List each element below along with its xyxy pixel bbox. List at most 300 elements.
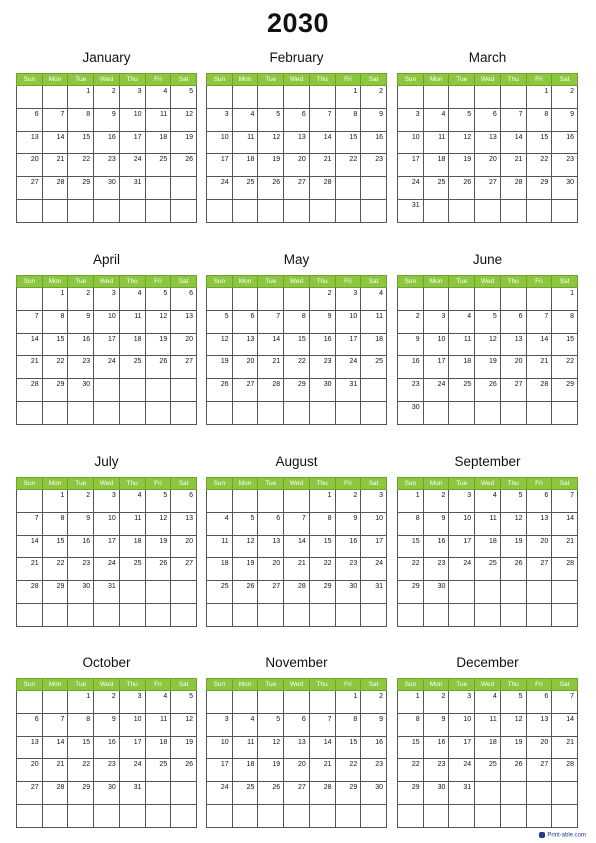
week-row [398, 154, 578, 177]
day-cell [207, 713, 233, 736]
day-cell [475, 691, 501, 714]
day-cell [171, 199, 197, 222]
day-number: 23 [323, 358, 332, 366]
day-number: 14 [56, 738, 65, 746]
day-number [527, 581, 552, 583]
day-cell [17, 379, 43, 402]
day-cell [335, 558, 361, 581]
day-number: 5 [189, 88, 193, 95]
day-number: 26 [159, 358, 168, 366]
day-number [527, 782, 552, 784]
day-number [233, 490, 258, 492]
day-number: 27 [30, 784, 39, 792]
day-number: 4 [224, 514, 229, 522]
day-cell [145, 759, 171, 782]
day-number: 22 [349, 761, 358, 769]
day-number: 21 [56, 761, 65, 769]
day-number: 20 [298, 156, 306, 164]
day-cell [398, 512, 424, 535]
day-number: 21 [30, 358, 39, 366]
day-cell [335, 581, 361, 604]
day-number: 12 [159, 514, 168, 522]
day-number: 6 [34, 715, 39, 723]
day-cell [449, 333, 475, 356]
week-row [398, 310, 578, 333]
day-cell [171, 310, 197, 333]
day-cell [119, 356, 145, 379]
day-cell [232, 535, 258, 558]
day-number: 13 [298, 738, 306, 746]
day-cell [335, 288, 361, 311]
week-row [398, 736, 578, 759]
day-number: 8 [544, 110, 549, 118]
day-cell [500, 691, 526, 714]
day-cell [119, 288, 145, 311]
day-number [527, 805, 552, 807]
day-cell [207, 108, 233, 131]
day-cell [335, 131, 361, 154]
day-number [361, 805, 386, 807]
day-number: 2 [353, 492, 358, 499]
day-number: 14 [566, 514, 574, 522]
day-number [17, 200, 42, 202]
day-number: 1 [60, 290, 65, 297]
day-number: 17 [108, 335, 116, 343]
week-row [398, 199, 578, 222]
day-cell [94, 558, 120, 581]
day-number: 3 [467, 492, 472, 499]
day-number: 28 [514, 179, 523, 187]
week-row [207, 603, 387, 626]
day-cell [552, 86, 578, 109]
day-cell [361, 535, 387, 558]
day-cell [94, 490, 120, 513]
day-number [475, 86, 500, 88]
day-cell [500, 713, 526, 736]
day-number: 31 [133, 179, 142, 187]
month-calendar [206, 48, 387, 223]
day-number: 6 [189, 492, 193, 499]
day-cell [119, 558, 145, 581]
day-cell [42, 310, 68, 333]
weekday-header: Wed [475, 276, 501, 288]
day-cell [145, 333, 171, 356]
day-number: 7 [60, 110, 65, 118]
day-number: 25 [489, 761, 497, 769]
day-cell [258, 108, 284, 131]
day-cell [552, 199, 578, 222]
day-cell [526, 401, 552, 424]
day-cell [94, 86, 120, 109]
week-row [207, 379, 387, 402]
weekday-header: Wed [94, 679, 120, 691]
day-number: 6 [544, 693, 549, 700]
day-number: 3 [224, 110, 229, 118]
day-cell [119, 581, 145, 604]
day-cell [309, 86, 335, 109]
day-number: 12 [246, 537, 255, 545]
day-number: 5 [189, 693, 193, 700]
day-cell [423, 759, 449, 782]
day-cell [552, 558, 578, 581]
day-cell [398, 759, 424, 782]
week-row [17, 603, 197, 626]
day-number: 31 [411, 201, 420, 209]
day-number: 10 [220, 738, 229, 746]
day-cell [119, 333, 145, 356]
day-cell [449, 86, 475, 109]
day-cell [526, 782, 552, 805]
week-row [207, 154, 387, 177]
day-number: 8 [327, 514, 332, 522]
day-number [17, 805, 42, 807]
day-number: 14 [56, 133, 65, 141]
day-cell [423, 199, 449, 222]
day-cell [232, 512, 258, 535]
day-cell [335, 86, 361, 109]
weekday-header-row [207, 74, 387, 86]
weekday-header: Wed [94, 478, 120, 490]
week-row [398, 86, 578, 109]
day-cell [449, 401, 475, 424]
day-cell [309, 736, 335, 759]
week-row [17, 154, 197, 177]
day-number [171, 177, 196, 179]
day-cell [475, 558, 501, 581]
day-number: 3 [224, 715, 229, 723]
month-name: December [456, 655, 519, 670]
day-number: 17 [133, 738, 142, 746]
week-row [398, 603, 578, 626]
day-number [284, 86, 309, 88]
day-number: 16 [108, 738, 116, 746]
day-number: 10 [437, 335, 446, 343]
weekday-header: Mon [232, 74, 258, 86]
day-number: 27 [514, 381, 523, 389]
day-cell [258, 558, 284, 581]
day-cell [258, 512, 284, 535]
day-cell [309, 603, 335, 626]
day-number: 15 [298, 335, 306, 343]
day-cell [526, 333, 552, 356]
day-cell [423, 108, 449, 131]
weekday-header: Fri [526, 74, 552, 86]
day-number [171, 782, 196, 784]
day-number [361, 379, 386, 381]
day-cell [284, 603, 310, 626]
day-cell [119, 401, 145, 424]
day-number: 12 [220, 335, 229, 343]
week-row [17, 713, 197, 736]
day-cell [398, 131, 424, 154]
week-row [17, 199, 197, 222]
day-cell [423, 356, 449, 379]
day-number [17, 86, 42, 88]
day-cell [207, 356, 233, 379]
day-cell [232, 177, 258, 200]
weekday-header: Wed [475, 478, 501, 490]
week-row [17, 131, 197, 154]
day-cell [423, 581, 449, 604]
weekday-header: Mon [423, 276, 449, 288]
day-number: 7 [34, 312, 39, 320]
day-number: 3 [441, 312, 446, 320]
day-number: 29 [56, 583, 65, 591]
day-number [43, 805, 68, 807]
day-number: 11 [375, 312, 383, 320]
day-cell [284, 310, 310, 333]
day-cell [398, 177, 424, 200]
day-number: 24 [133, 761, 142, 769]
week-row [207, 108, 387, 131]
day-cell [475, 490, 501, 513]
day-number: 12 [185, 715, 193, 723]
day-cell [552, 288, 578, 311]
day-number: 29 [411, 784, 420, 792]
day-number [527, 200, 552, 202]
day-cell [42, 108, 68, 131]
day-cell [171, 86, 197, 109]
day-number: 27 [298, 179, 306, 187]
day-number: 21 [56, 156, 65, 164]
day-cell [258, 603, 284, 626]
day-number: 15 [56, 537, 65, 545]
weekday-header-row [398, 276, 578, 288]
day-cell [42, 603, 68, 626]
day-number: 22 [82, 761, 91, 769]
day-number: 8 [415, 715, 420, 723]
day-number [552, 200, 577, 202]
week-row [17, 558, 197, 581]
day-number: 3 [379, 492, 383, 499]
day-cell [42, 804, 68, 827]
day-cell [361, 691, 387, 714]
day-cell [449, 199, 475, 222]
weekday-header: Fri [335, 276, 361, 288]
day-cell [475, 512, 501, 535]
day-number: 19 [514, 738, 523, 746]
day-cell [552, 581, 578, 604]
day-cell [68, 333, 94, 356]
day-number [146, 604, 171, 606]
day-number: 31 [349, 381, 358, 389]
weekday-header: Mon [42, 74, 68, 86]
day-number [146, 782, 171, 784]
week-row [17, 401, 197, 424]
day-number: 13 [185, 514, 193, 522]
day-cell [309, 558, 335, 581]
day-cell [232, 199, 258, 222]
day-cell [361, 581, 387, 604]
day-cell [335, 603, 361, 626]
day-number: 3 [137, 88, 142, 95]
week-row [207, 759, 387, 782]
day-cell [475, 288, 501, 311]
day-number: 11 [489, 514, 497, 522]
week-row [17, 86, 197, 109]
day-number: 26 [185, 761, 193, 769]
day-number: 17 [375, 537, 383, 545]
day-cell [526, 713, 552, 736]
day-number: 25 [246, 784, 255, 792]
day-number [501, 402, 526, 404]
month-grid [16, 678, 197, 828]
day-number: 5 [518, 693, 523, 700]
day-number: 3 [467, 693, 472, 700]
weekday-header-row [207, 679, 387, 691]
day-cell [119, 131, 145, 154]
day-number: 11 [134, 514, 142, 522]
day-number [120, 379, 145, 381]
day-cell [171, 736, 197, 759]
month-name: January [82, 50, 131, 65]
day-cell [309, 401, 335, 424]
day-number [310, 200, 335, 202]
day-cell [500, 131, 526, 154]
weekday-header: Sun [17, 679, 43, 691]
day-cell [17, 177, 43, 200]
day-number: 28 [298, 583, 306, 591]
day-number: 19 [220, 358, 229, 366]
day-number: 2 [111, 693, 116, 700]
day-cell [258, 333, 284, 356]
day-cell [335, 490, 361, 513]
day-number: 6 [492, 110, 497, 118]
day-number: 13 [514, 335, 523, 343]
day-number: 5 [163, 492, 168, 499]
day-number [527, 604, 552, 606]
day-cell [526, 804, 552, 827]
weekday-header: Tue [449, 478, 475, 490]
day-number: 3 [415, 110, 420, 118]
day-cell [207, 333, 233, 356]
day-number [361, 402, 386, 404]
day-number: 15 [566, 335, 574, 343]
day-cell [335, 333, 361, 356]
day-cell [475, 782, 501, 805]
day-number [68, 604, 93, 606]
day-number: 14 [298, 537, 306, 545]
day-cell [526, 490, 552, 513]
day-number: 13 [185, 312, 193, 320]
day-number [398, 805, 423, 807]
day-number: 9 [415, 335, 420, 343]
day-cell [171, 356, 197, 379]
day-number: 13 [540, 514, 549, 522]
month-calendar [397, 48, 578, 223]
day-number: 7 [544, 312, 549, 320]
day-number: 11 [159, 715, 168, 723]
day-number: 8 [353, 715, 358, 723]
day-number [552, 782, 577, 784]
day-cell [398, 154, 424, 177]
day-cell [42, 379, 68, 402]
day-cell [475, 333, 501, 356]
day-number [43, 604, 68, 606]
weekday-header: Wed [475, 74, 501, 86]
week-row [17, 333, 197, 356]
day-number: 9 [570, 110, 574, 118]
day-cell [145, 131, 171, 154]
week-row [398, 581, 578, 604]
day-cell [475, 713, 501, 736]
day-number: 5 [518, 492, 523, 499]
day-cell [171, 131, 197, 154]
day-cell [94, 379, 120, 402]
week-row [398, 177, 578, 200]
weekday-header: Tue [68, 478, 94, 490]
day-cell [475, 736, 501, 759]
day-number: 4 [250, 715, 255, 723]
day-cell [119, 379, 145, 402]
day-cell [17, 581, 43, 604]
day-number: 18 [375, 335, 383, 343]
weekday-header: Thu [309, 679, 335, 691]
day-number: 4 [379, 290, 383, 297]
day-number: 13 [298, 133, 306, 141]
day-number: 14 [540, 335, 549, 343]
day-cell [119, 177, 145, 200]
day-number: 22 [298, 358, 306, 366]
weekday-header: Thu [119, 276, 145, 288]
weekday-header: Fri [526, 276, 552, 288]
month-name: September [454, 454, 521, 469]
week-row [207, 199, 387, 222]
day-cell [500, 356, 526, 379]
day-cell [94, 154, 120, 177]
day-cell [309, 512, 335, 535]
day-number: 27 [272, 583, 281, 591]
day-number [43, 86, 68, 88]
day-number [475, 805, 500, 807]
day-number: 18 [133, 537, 142, 545]
day-cell [207, 131, 233, 154]
day-cell [475, 401, 501, 424]
day-cell [361, 199, 387, 222]
day-cell [284, 713, 310, 736]
day-cell [423, 713, 449, 736]
weekday-header: Sun [207, 276, 233, 288]
day-cell [449, 131, 475, 154]
day-cell [119, 86, 145, 109]
day-cell [258, 379, 284, 402]
day-number [207, 805, 232, 807]
day-cell [207, 759, 233, 782]
month-name: July [94, 454, 119, 469]
day-cell [398, 558, 424, 581]
day-number [207, 288, 232, 290]
day-number [258, 86, 283, 88]
day-cell [398, 310, 424, 333]
weekday-header-row [207, 478, 387, 490]
day-cell [232, 713, 258, 736]
day-cell [232, 804, 258, 827]
day-number: 20 [540, 738, 549, 746]
weekday-header: Tue [449, 74, 475, 86]
day-cell [361, 558, 387, 581]
day-number: 21 [272, 358, 281, 366]
day-number: 20 [30, 156, 39, 164]
weekday-header: Thu [119, 679, 145, 691]
day-number: 23 [411, 381, 420, 389]
day-number [552, 604, 577, 606]
day-cell [258, 356, 284, 379]
weekday-header: Sat [361, 478, 387, 490]
day-cell [335, 401, 361, 424]
day-cell [398, 199, 424, 222]
day-cell [258, 759, 284, 782]
day-number: 19 [272, 156, 281, 164]
